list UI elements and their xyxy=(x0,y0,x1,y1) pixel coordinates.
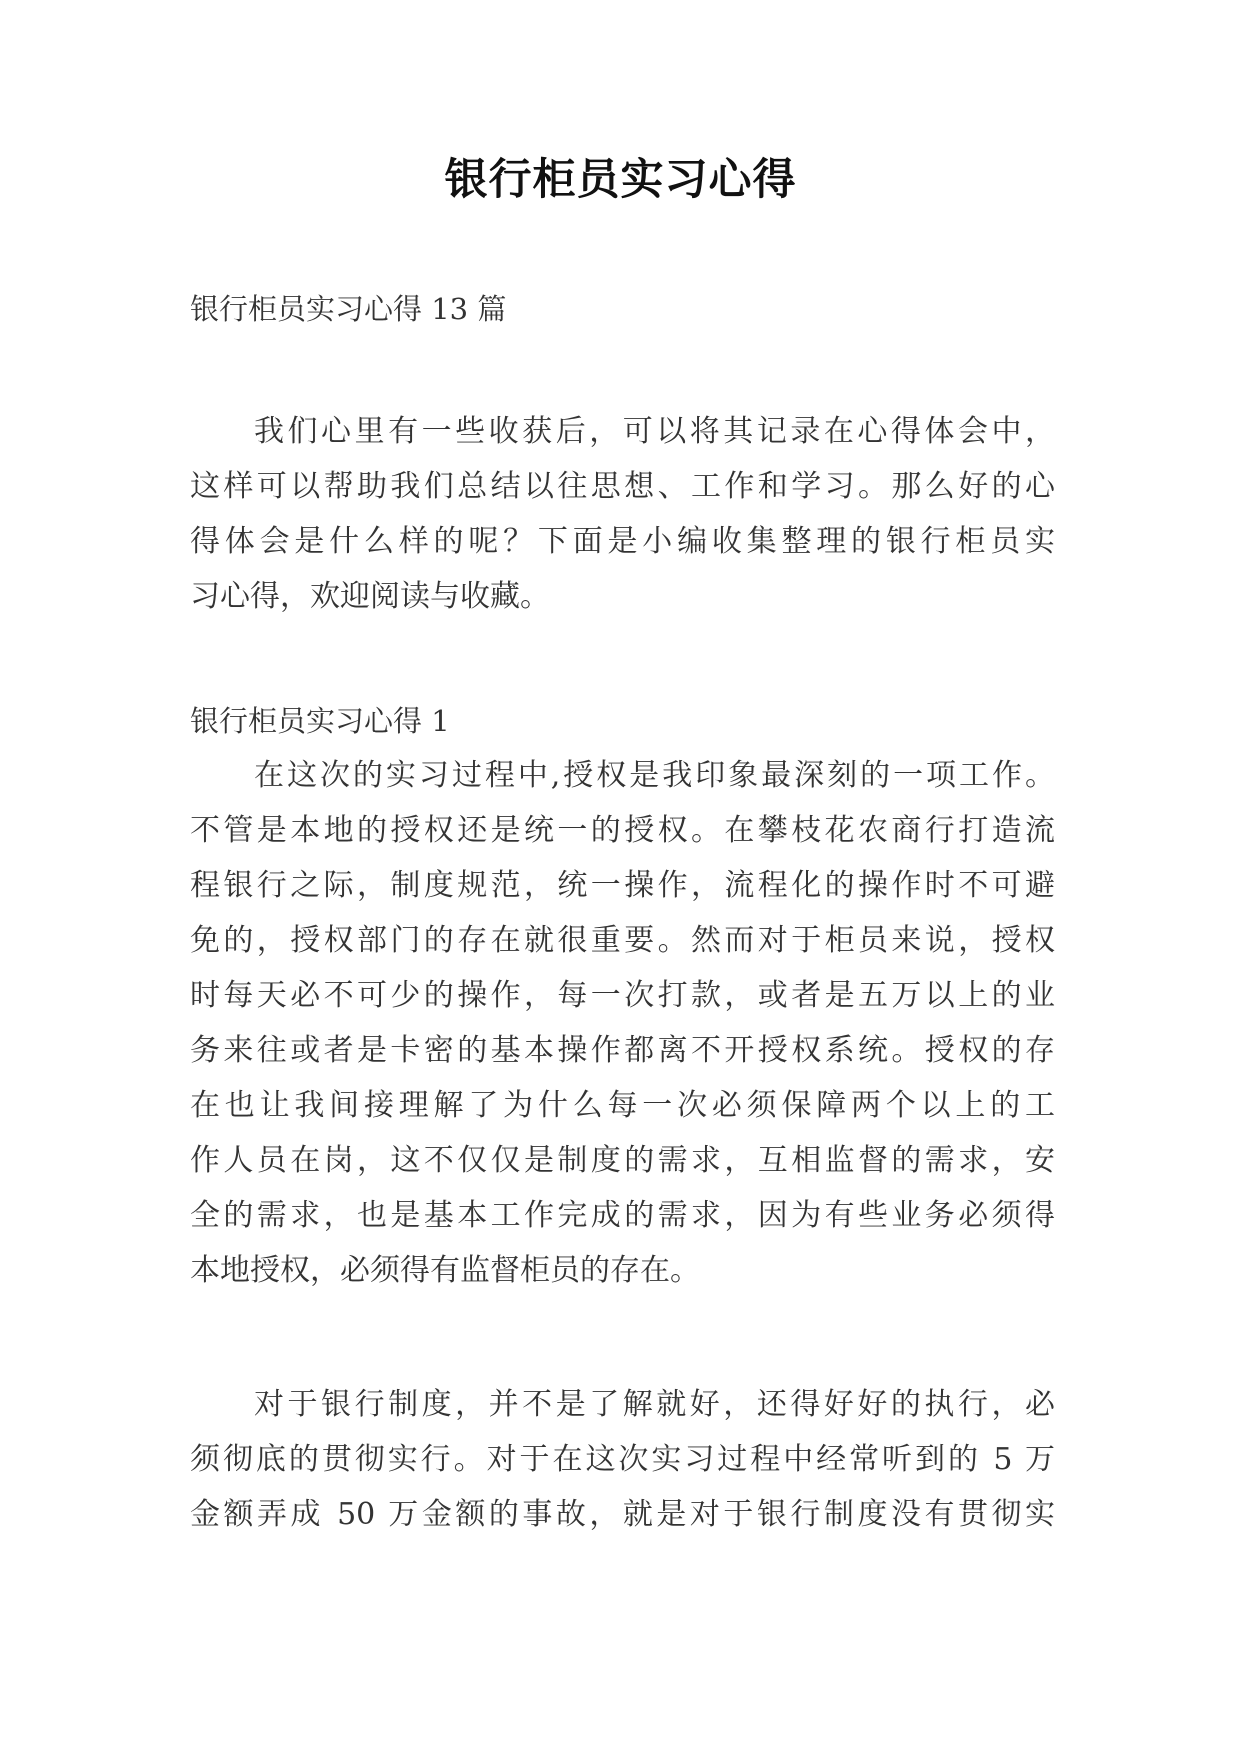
paragraph-line: 务来往或者是卡密的基本操作都离不开授权系统。授权的存 xyxy=(190,1033,1055,1068)
paragraph-line: 习心得，欢迎阅读与收藏。 xyxy=(190,579,550,614)
paragraph-line: 对于银行制度，并不是了解就好，还得好好的执行，必 xyxy=(254,1387,1055,1422)
paragraph-line: 在这次的实习过程中,授权是我印象最深刻的一项工作。 xyxy=(254,758,1055,793)
document-subtitle: 银行柜员实习心得 13 篇 xyxy=(190,292,507,326)
paragraph-line: 作人员在岗，这不仅仅是制度的需求，互相监督的需求，安 xyxy=(190,1143,1055,1178)
section-paragraph xyxy=(190,748,1055,1298)
paragraph-line: 不管是本地的授权还是统一的授权。在攀枝花农商行打造流 xyxy=(190,813,1055,848)
paragraph-line: 程银行之际，制度规范，统一操作，流程化的操作时不可避 xyxy=(190,868,1055,903)
paragraph-line: 我们心里有一些收获后，可以将其记录在心得体会中， xyxy=(254,414,1055,449)
paragraph-line: 这样可以帮助我们总结以往思想、工作和学习。那么好的心 xyxy=(190,469,1055,504)
paragraph-line: 本地授权，必须得有监督柜员的存在。 xyxy=(190,1253,700,1288)
intro-paragraph xyxy=(190,404,1055,624)
paragraph-line: 金额弄成 50 万金额的事故，就是对于银行制度没有贯彻实 xyxy=(190,1497,1055,1532)
paragraph-line: 免的，授权部门的存在就很重要。然而对于柜员来说，授权 xyxy=(190,923,1055,958)
paragraph-line: 全的需求，也是基本工作完成的需求，因为有些业务必须得 xyxy=(190,1198,1055,1233)
paragraph-line: 得体会是什么样的呢？下面是小编收集整理的银行柜员实 xyxy=(190,524,1055,559)
document-title: 银行柜员实习心得 xyxy=(444,155,797,205)
section-paragraph xyxy=(190,1377,1055,1542)
paragraph-line: 在也让我间接理解了为什么每一次必须保障两个以上的工 xyxy=(190,1088,1055,1123)
section-heading: 银行柜员实习心得 1 xyxy=(190,704,450,738)
paragraph-line: 时每天必不可少的操作，每一次打款，或者是五万以上的业 xyxy=(190,978,1055,1013)
paragraph-line: 须彻底的贯彻实行。对于在这次实习过程中经常听到的 5 万 xyxy=(190,1442,1055,1477)
